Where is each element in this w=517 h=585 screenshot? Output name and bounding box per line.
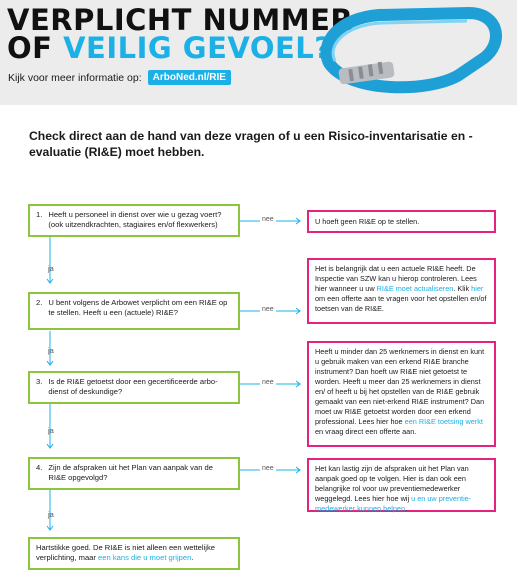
yes-label-4: ja (48, 510, 54, 519)
answer-4-text-2: . (405, 504, 408, 513)
question-2-text: U bent volgens de Arbowet verplicht om een RI&E op te stellen. Heeft u een (actuele) RI&E? (48, 298, 228, 317)
no-label-4: nee (262, 465, 274, 472)
question-1 (28, 204, 240, 237)
yes-label-3: ja (48, 426, 54, 435)
question-3-number: 3. (36, 377, 43, 386)
answer-2-text-2: . Klik (453, 284, 472, 293)
info-text: Kijk voor meer informatie op: (8, 71, 142, 84)
hier-link[interactable]: hier (471, 284, 484, 293)
final-text-2: . (191, 553, 194, 562)
question-1-number: 1. (36, 210, 43, 219)
preventiemedewerker-link[interactable]: u en uw preventie-medewerker kunnen helpen (315, 494, 472, 513)
answer-4 (307, 458, 496, 512)
answer-1-text: U hoeft geen RI&E op te stellen. (315, 217, 420, 226)
final-box (28, 537, 240, 570)
question-2 (28, 292, 240, 330)
no-label-2: nee (262, 306, 274, 313)
question-4 (28, 457, 240, 490)
headline-accent: VEILIG GEVOEL? (63, 31, 332, 65)
answer-2-text-1: Het is belangrijk dat u een actuele RI&E heeft. De Inspectie van SZW kan u hierop controleren. Lees hier wanneer u uw (315, 264, 477, 293)
answer-2-text-3: om een offerte aan te vragen voor het opstellen en/of toetsen van de RI&E. (315, 294, 487, 313)
question-3-text: Is de RI&E getoetst door een gecertificeerde arbo-dienst of deskundige? (48, 377, 218, 396)
yes-label-1: ja (48, 264, 54, 273)
no-label-3: nee (262, 379, 274, 386)
actualiseren-link[interactable]: RI&E moet actualiseren (376, 284, 454, 293)
question-1-text: Heeft u personeel in dienst over wie u gezag voert? (ook uitzendkrachten, stagiaires en/of flexwerkers) (48, 210, 222, 229)
arboned-link[interactable]: ArboNed.nl/RIE (148, 70, 231, 85)
question-3 (28, 371, 240, 404)
answer-2 (307, 258, 496, 324)
answer-3-text-1: Heeft u minder dan 25 werknemers in dienst en kunt u gebruik maken van een erkend RI&E branche instrument? Dan hoeft uw RI&E niet getoetst te worden. Heeft u meer dan 25 werknemers in dienst en/ of heeft u bij het opstellen van de RI&E gebruik gemaakt van een niet-erkend RI&E instrument? Dan moet uw RI&E getoetst worden door een erkend professional. Lees hier hoe (315, 347, 485, 426)
no-label-1: nee (262, 216, 274, 223)
intro-text: Check direct aan de hand van deze vragen of u een Risico-inventarisatie en -evaluatie (RI&E) moet hebben. (29, 129, 473, 159)
toetsing-link[interactable]: een RI&E toetsing werkt (404, 417, 483, 426)
answer-1 (307, 210, 496, 233)
kans-link[interactable]: een kans die u moet grijpen (98, 553, 192, 562)
question-4-text: Zijn de afspraken uit het Plan van aanpak van de RI&E opgevolgd? (48, 463, 213, 482)
question-4-number: 4. (36, 463, 43, 472)
headline-line-1: VERPLICHT NUMMER (7, 3, 354, 37)
yes-label-2: ja (48, 346, 54, 355)
headline-word-of: OF (7, 31, 53, 65)
answer-3-text-2: en vraag direct een offerte aan. (315, 427, 417, 436)
final-text-1: Hartstikke goed. De RI&E is niet alleen een wettelijke verplichting, maar (36, 543, 215, 562)
answer-3 (307, 341, 496, 447)
question-2-number: 2. (36, 298, 43, 307)
answer-4-text-1: Het kan lastig zijn de afspraken uit het Plan van aanpak goed op te volgen. Hier is dan ook een belangrijke rol voor uw preventiemedewerker weggelegd. Lees hier hoe wij (315, 464, 469, 503)
